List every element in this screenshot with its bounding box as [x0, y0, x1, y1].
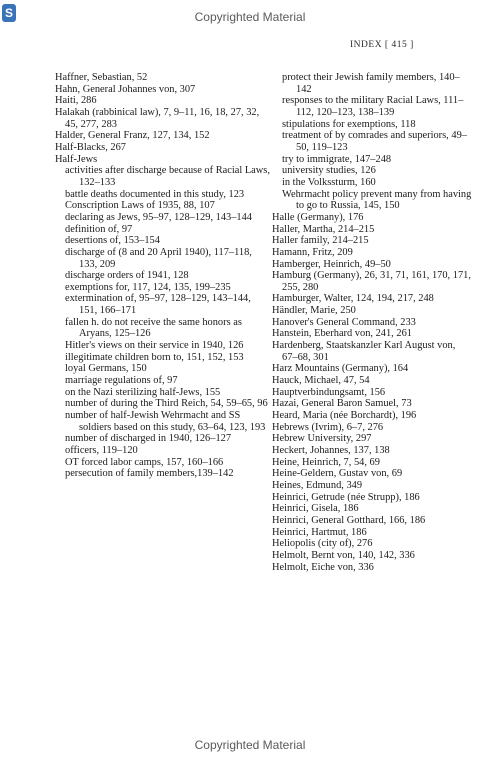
index-subentry: desertions of, 153–154 [65, 235, 160, 247]
index-subentry: loyal Germans, 150 [65, 363, 147, 375]
index-entry: Halder, General Franz, 127, 134, 152 [55, 130, 210, 142]
index-subentry: definition of, 97 [65, 223, 133, 235]
index-entry: Hebrew University, 297 [272, 433, 372, 445]
running-head: INDEX [ 415 ] [350, 40, 414, 50]
index-entry: Hamann, Fritz, 209 [272, 246, 353, 258]
index-subentry: declaring as Jews, 95–97, 128–129, 143–144 [65, 211, 253, 223]
index-subentry: Wehrmacht policy prevent many from having to go to Russia, 145, 150 [282, 188, 472, 212]
index-entry: Harz Mountains (Germany), 164 [272, 363, 409, 375]
index-subentry: number of during the Third Reich, 54, 59–65, 96 [65, 398, 268, 410]
index-subentry: number of half-Jewish Wehrmacht and SS soldiers based on this study, 63–64, 123, 193 [65, 410, 266, 433]
index-subentry: exemptions for, 117, 124, 135, 199–235 [65, 281, 231, 293]
index-entry: Halle (Germany), 176 [272, 211, 364, 223]
index-subentry: stipulations for exemptions, 118 [282, 118, 416, 130]
index-entry: Heard, Maria (née Borchardt), 196 [272, 410, 417, 422]
index-subentry: responses to the military Racial Laws, 111–112, 120–123, 138–139 [282, 95, 464, 118]
index-entry: Helmolt, Eiche von, 336 [272, 561, 374, 573]
index-entry: Halakah (rabbinical law), 7, 9–11, 16, 18, 27, 32, 45, 277, 283 [55, 106, 260, 130]
index-entry: Hauck, Michael, 47, 54 [272, 375, 370, 387]
publisher-logo-icon: S [2, 4, 16, 22]
index-column-left [55, 72, 270, 480]
index-entry: Hebrews (Ivrim), 6–7, 276 [272, 421, 384, 433]
index-entry: Händler, Marie, 250 [272, 305, 356, 317]
index-entry: Haller family, 214–215 [272, 235, 369, 247]
index-column-right [272, 72, 472, 573]
index-subentry: OT forced labor camps, 157, 160–166 [65, 456, 224, 468]
index-entry: Haller, Martha, 214–215 [272, 223, 375, 235]
index-subentry: persecution of family members,139–142 [65, 468, 234, 480]
index-entry: Hahn, General Johannes von, 307 [55, 83, 196, 95]
index-entry: Hanstein, Eberhard von, 241, 261 [272, 328, 412, 340]
index-subentry: on the Nazi sterilizing half-Jews, 155 [65, 386, 221, 398]
index-entry: Heine-Geldern, Gustav von, 69 [272, 468, 403, 480]
index-subentry: extermination of, 95–97, 128–129, 143–144, 151, 166–171 [65, 293, 251, 317]
index-entry: Haiti, 286 [55, 95, 97, 107]
index-entry: Haffner, Sebastian, 52 [55, 72, 148, 83]
index-entry: Hamburger, Walter, 124, 194, 217, 248 [272, 293, 434, 305]
index-entry: Hamberger, Heinrich, 49–50 [272, 258, 391, 270]
index-subentry: university studies, 126 [282, 165, 376, 177]
index-subentry: discharge of (8 and 20 April 1940), 117–118, 133, 209 [65, 246, 252, 270]
index-entry: Hazai, General Baron Samuel, 73 [272, 398, 412, 410]
index-subentry: discharge orders of 1941, 128 [65, 270, 189, 282]
index-subentry: activities after discharge because of Racial Laws, 132–133 [65, 165, 270, 188]
index-entry: Heliopolis (city of), 276 [272, 538, 373, 550]
index-entry: Hardenberg, Staatskanzler Karl August von, 67–68, 301 [272, 340, 456, 363]
index-entry: Heckert, Johannes, 137, 138 [272, 445, 390, 456]
index-entry: Heinrici, General Gotthard, 166, 186 [272, 514, 426, 526]
index-entry: Hanover's General Command, 233 [272, 316, 416, 328]
index-subentry: fallen h. do not receive the same honors as Aryans, 125–126 [65, 316, 242, 340]
index-entry: Hamburg (Germany), 26, 31, 71, 161, 170, 171, 255, 280 [272, 270, 471, 293]
index-subentry: in the Volkssturm, 160 [282, 176, 376, 188]
index-entry: Heinrici, Getrude (née Strupp), 186 [272, 491, 420, 503]
index-subentry: officers, 119–120 [65, 445, 138, 456]
index-entry: Helmolt, Bernt von, 140, 142, 336 [272, 549, 415, 561]
index-subentry: illegitimate children born to, 151, 152, 153 [65, 351, 244, 363]
index-subentry: battle deaths documented in this study, 123 [65, 188, 245, 200]
index-entry: Heines, Edmund, 349 [272, 479, 363, 491]
index-entry: Heine, Heinrich, 7, 54, 69 [272, 456, 380, 468]
copyright-banner-top: Copyrighted Material [194, 10, 306, 24]
index-entry: Heinrici, Gisela, 186 [272, 503, 359, 515]
index-subentry: treatment of by comrades and superiors, 49–50, 119–123 [282, 130, 467, 153]
index-entry: Heinrici, Hartmut, 186 [272, 526, 367, 538]
copyright-banner-bottom: Copyrighted Material [194, 738, 306, 752]
index-subentry: try to immigrate, 147–248 [282, 153, 392, 165]
index-subentry: marriage regulations of, 97 [65, 375, 178, 387]
index-entry: Hauptverbindungsamt, 156 [272, 386, 386, 398]
index-subentry: Hitler's views on their service in 1940, 126 [65, 340, 244, 352]
index-subentry: Conscription Laws of 1935, 88, 107 [65, 200, 215, 212]
index-entry: Half-Blacks, 267 [55, 141, 126, 153]
index-entry: Half-Jews [55, 153, 98, 165]
index-subentry: protect their Jewish family members, 140–142 [282, 72, 460, 95]
index-subentry: number of discharged in 1940, 126–127 [65, 433, 232, 445]
